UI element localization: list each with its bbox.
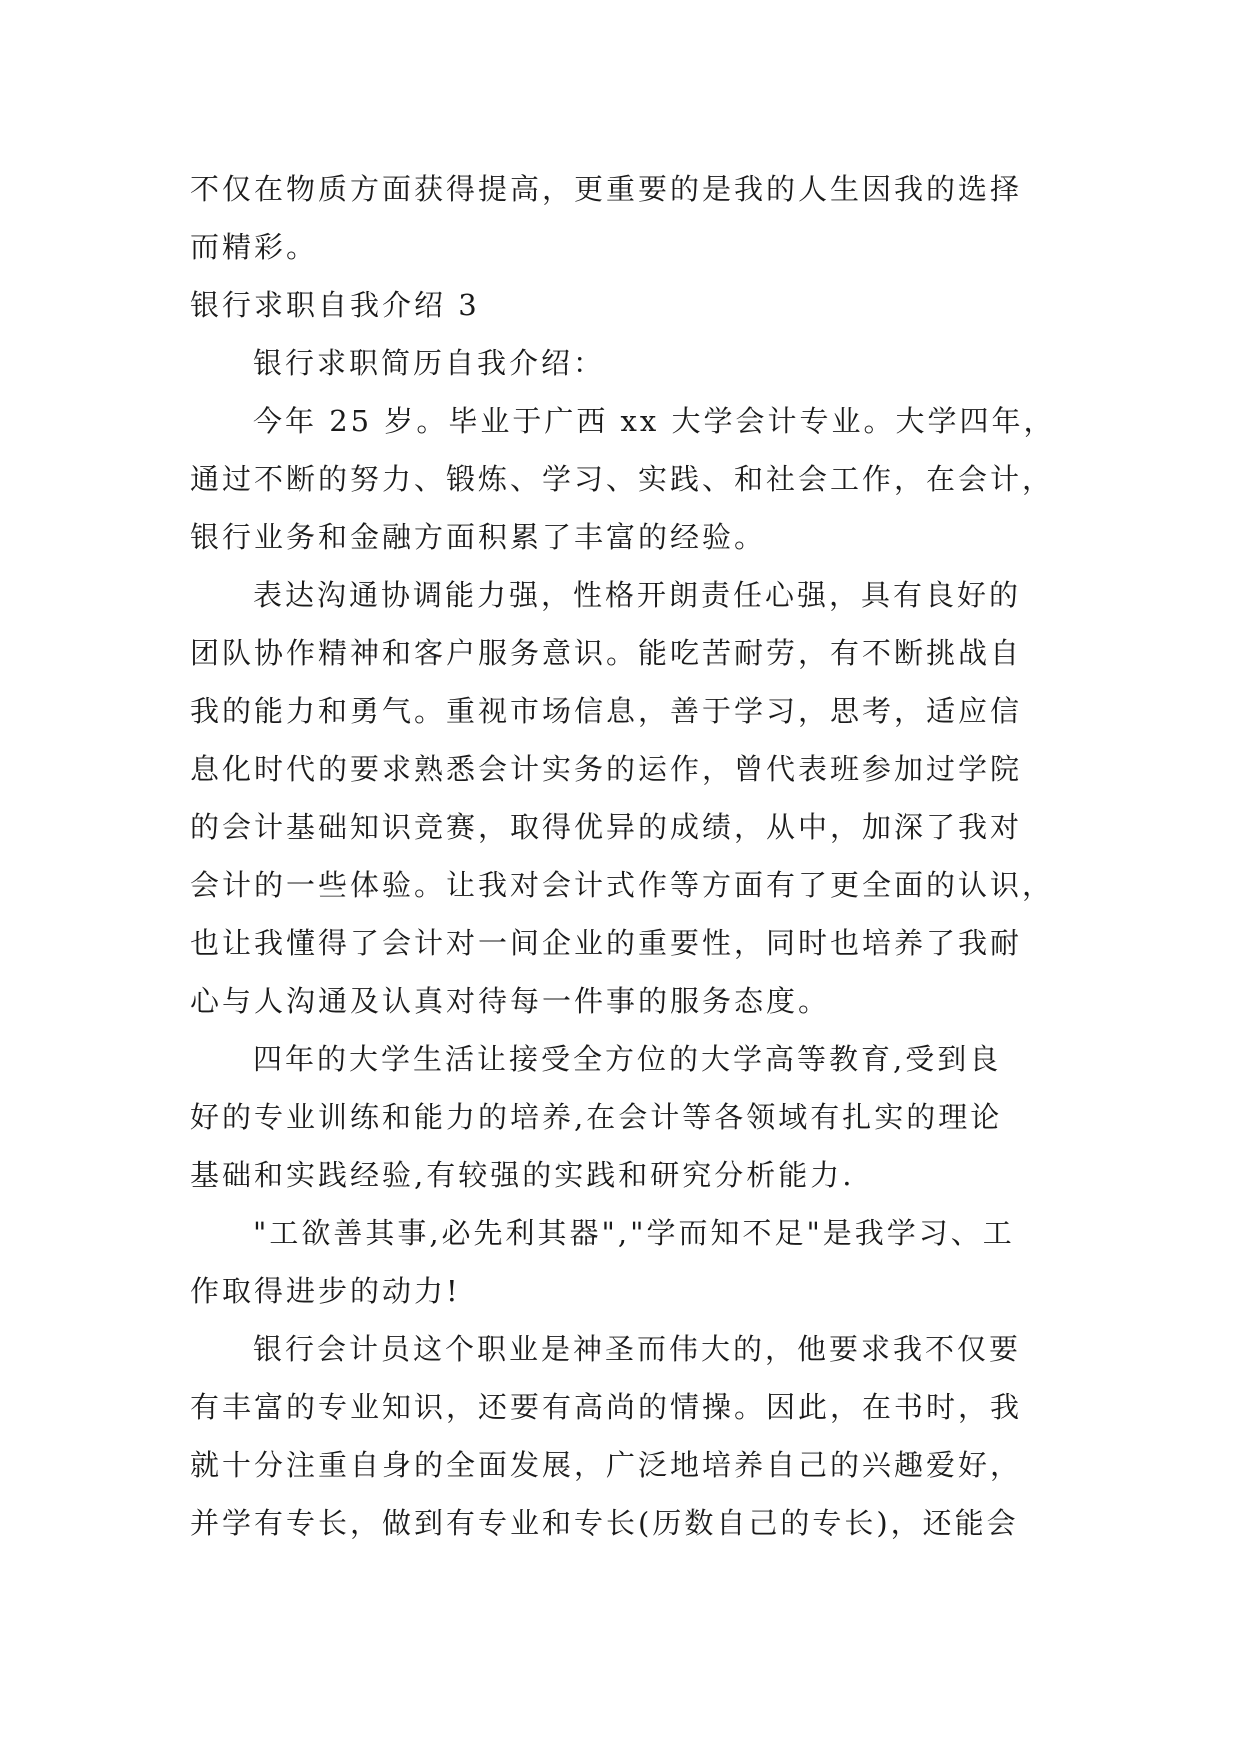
text-line: 心与人沟通及认真对待每一件事的服务态度。 (190, 984, 831, 1018)
text-line: 通过不断的努力、锻炼、学习、实践、和社会工作，在会计， (190, 462, 1055, 496)
text-line: 基础和实践经验,有较强的实践和研究分析能力. (190, 1158, 855, 1192)
text-line: 我的能力和勇气。重视市场信息，善于学习，思考，适应信 (190, 694, 1023, 728)
text-line: 息化时代的要求熟悉会计实务的运作，曾代表班参加过学院 (190, 752, 1023, 786)
paragraph-start: 四年的大学生活让接受全方位的大学高等教育,受到良 (253, 1042, 1002, 1076)
text-line: 银行业务和金融方面积累了丰富的经验。 (190, 520, 767, 554)
text-line: 而精彩。 (190, 230, 319, 264)
text-line: 好的专业训练和能力的培养,在会计等各领域有扎实的理论 (190, 1100, 1003, 1134)
paragraph-start: "工欲善其事,必先利其器","学而知不足"是我学习、工 (253, 1216, 1015, 1250)
text-line: 不仅在物质方面获得提高，更重要的是我的人生因我的选择 (190, 172, 1023, 206)
section-heading: 银行求职自我介绍 3 (190, 288, 480, 322)
text-line: 就十分注重自身的全面发展，广泛地培养自己的兴趣爱好， (190, 1448, 1023, 1482)
text-line: 有丰富的专业知识，还要有高尚的情操。因此，在书时，我 (190, 1390, 1023, 1424)
document-body (190, 160, 1056, 1552)
text-line: 团队协作精神和客户服务意识。能吃苦耐劳，有不断挑战自 (190, 636, 1023, 670)
text-line: 作取得进步的动力! (190, 1274, 461, 1308)
subheading: 银行求职简历自我介绍： (253, 346, 606, 380)
paragraph-start: 银行会计员这个职业是神圣而伟大的，他要求我不仅要 (253, 1332, 1022, 1366)
text-line: 的会计基础知识竞赛，取得优异的成绩，从中，加深了我对 (190, 810, 1023, 844)
paragraph-start: 表达沟通协调能力强，性格开朗责任心强，具有良好的 (253, 578, 1022, 612)
paragraph-start: 今年 25 岁。毕业于广西 xx 大学会计专业。大学四年， (253, 404, 1056, 438)
text-line: 并学有专长，做到有专业和专长(历数自己的专长)，还能会 (190, 1506, 1019, 1540)
text-line: 会计的一些体验。让我对会计式作等方面有了更全面的认识， (190, 868, 1055, 902)
text-line: 也让我懂得了会计对一间企业的重要性，同时也培养了我耐 (190, 926, 1023, 960)
